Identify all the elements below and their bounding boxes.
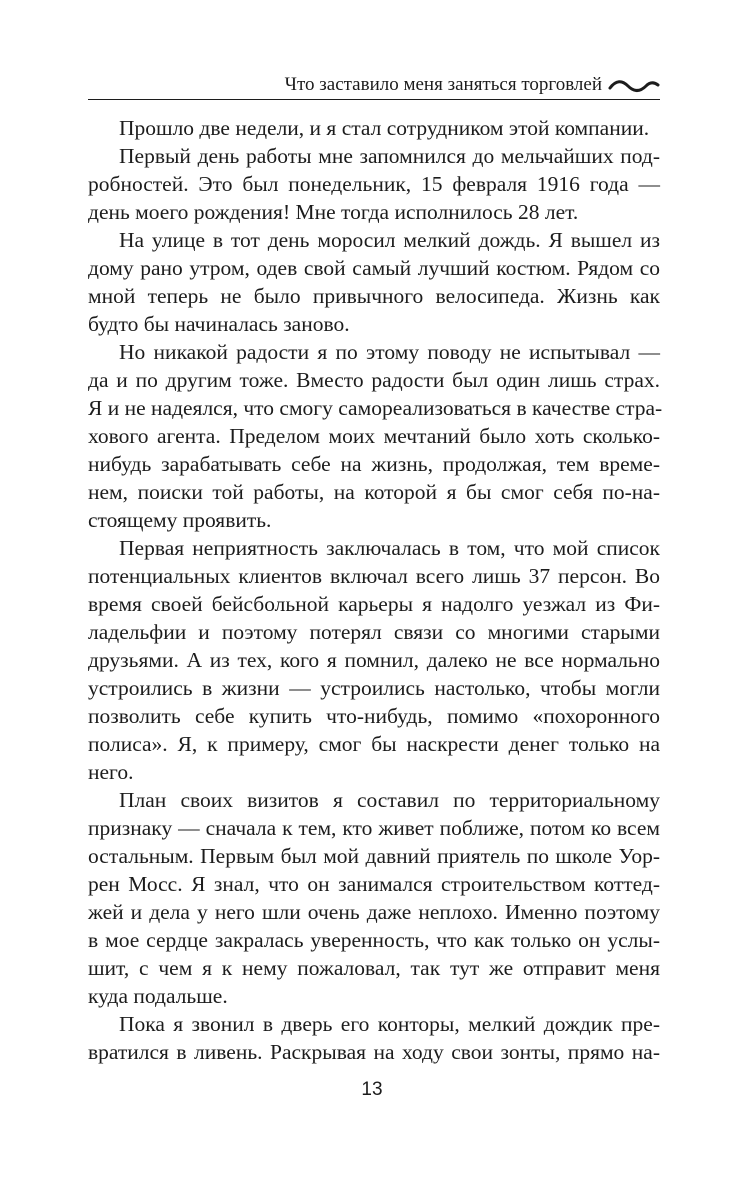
text-line: рен Мосс. Я знал, что он занимался строительством коттед- — [88, 872, 660, 896]
text-line: нибудь зарабатывать себе на жизнь, продолжая, тем време- — [88, 452, 660, 476]
text-line: На улице в тот день моросил мелкий дождь. Я вышел из — [119, 228, 660, 252]
text-line: робностей. Это был понедельник, 15 февраля 1916 года — — [88, 172, 660, 196]
paragraph — [88, 786, 660, 1010]
paragraph — [88, 534, 660, 786]
text-line: Я и не надеялся, что смогу самореализоваться в качестве стра- — [88, 396, 663, 420]
text-line: Первая неприятность заключалась в том, что мой список — [119, 536, 660, 560]
text-line: шит, с чем я к нему пожаловал, так тут же отправит меня — [88, 956, 660, 980]
text-line: будто бы начиналась заново. — [88, 312, 350, 336]
running-header — [88, 70, 660, 100]
text-line: Первый день работы мне запомнился до мельчайших под- — [119, 144, 660, 168]
text-line: него. — [88, 760, 134, 784]
text-line: ладельфии и поэтому потерял связи со многими старыми — [88, 620, 660, 644]
page-number: 13 — [361, 1079, 383, 1100]
text-line: вратился в ливень. Раскрывая на ходу свои зонты, прямо на- — [88, 1040, 660, 1064]
text-line: куда подальше. — [88, 984, 228, 1008]
text-line: полиса». Я, к примеру, смог бы наскрести денег только на — [88, 732, 660, 756]
text-line: нем, поиски той работы, на которой я бы смог себя по-на- — [88, 480, 660, 504]
page-body — [88, 114, 663, 1066]
text-line: остальным. Первым был мой давний приятель по школе Уор- — [88, 844, 660, 868]
text-line: да и по другим тоже. Вместо радости был один лишь страх. — [88, 368, 660, 392]
text-line: хового агента. Пределом моих мечтаний было хоть сколько- — [88, 424, 660, 448]
paragraph — [88, 142, 660, 226]
text-line: время своей бейсбольной карьеры я надолго уезжал из Фи- — [88, 592, 660, 616]
text-line: устроились в жизни — устроились настолько, чтобы могли — [88, 676, 660, 700]
text-line: признаку — сначала к тем, кто живет поближе, потом ко всем — [88, 816, 660, 840]
paragraph — [88, 338, 663, 534]
paragraph — [88, 1010, 660, 1066]
text-line: жей и дела у него шли очень даже неплохо. Именно поэтому — [88, 900, 660, 924]
paragraph — [88, 114, 660, 142]
text-line: день моего рождения! Мне тогда исполнилось 28 лет. — [88, 200, 579, 224]
header-rule — [88, 99, 660, 100]
text-line: потенциальных клиентов включал всего лишь 37 персон. Во — [88, 564, 660, 588]
text-line: дому рано утром, одев свой самый лучший костюм. Рядом со — [88, 256, 660, 280]
text-line: Прошло две недели, и я стал сотрудником этой компании. — [119, 116, 650, 140]
text-line: стоящему проявить. — [88, 508, 272, 532]
text-line: друзьями. А из тех, кого я помнил, далеко не все нормально — [88, 648, 660, 672]
text-line: позволить себе купить что-нибудь, помимо «похоронного — [88, 704, 660, 728]
running-header-title: Что заставило меня заняться торговлей — [284, 74, 602, 95]
wave-ornament-icon — [608, 78, 660, 94]
text-line: Пока я звонил в дверь его конторы, мелкий дождик пре- — [119, 1012, 660, 1036]
text-line: Но никакой радости я по этому поводу не испытывал — — [119, 340, 660, 364]
text-line: в мое сердце закралась уверенность, что как только он услы- — [88, 928, 660, 952]
paragraph — [88, 226, 660, 338]
text-line: План своих визитов я составил по территориальному — [119, 788, 660, 812]
text-line: мной теперь не было привычного велосипеда. Жизнь как — [88, 284, 660, 308]
